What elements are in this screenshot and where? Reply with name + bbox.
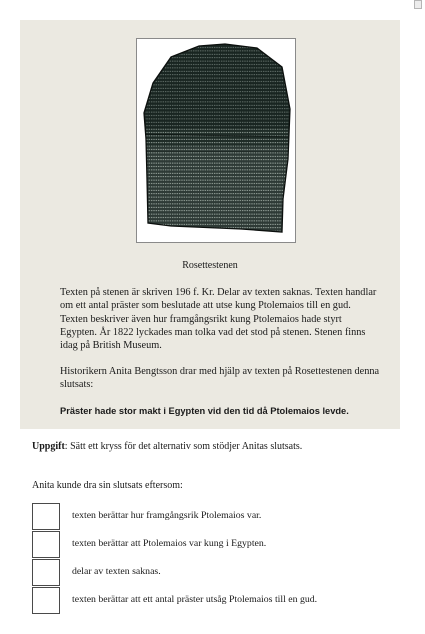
source-paragraph-2: Historikern Anita Bengtsson drar med hjälp av texten på Rosettestenen denna slutsats: — [60, 366, 380, 391]
option-3-checkbox[interactable] — [32, 559, 60, 586]
option-2-label[interactable]: texten berättar att Ptolemaios var kung i Egypten. — [72, 538, 267, 549]
task-text: : Sätt ett kryss för det alternativ som stödjer Anitas slutsats. — [64, 441, 303, 452]
option-4-label[interactable]: texten berättar att ett antal präster utsåg Ptolemaios till en gud. — [72, 594, 318, 605]
source-paragraph-1: Texten på stenen är skriven 196 f. Kr. Delar av texten saknas. Texten handlar om ett antal präster som beslutade att utse kung Ptolemaios till en gud. Texten beskriver även hur framgångsrikt kung Ptolemaios hade styrt Egypten. År 1822 lyckades man tolka vad det stod på stenen. Stenen finns idag på British Museum. — [60, 287, 377, 352]
task-instruction — [32, 441, 302, 452]
answer-option-4[interactable] — [32, 587, 402, 614]
answer-option-1[interactable] — [32, 503, 402, 530]
option-2-checkbox[interactable] — [32, 531, 60, 558]
task-label: Uppgift — [32, 441, 65, 452]
option-4-checkbox[interactable] — [32, 587, 60, 614]
scrollbar-corner[interactable] — [414, 0, 422, 9]
option-1-label[interactable]: texten berättar hur framgångsrik Ptolemaios var. — [72, 510, 262, 521]
rosetta-stone-image — [137, 39, 295, 242]
question-lead-in: Anita kunde dra sin slutsats eftersom: — [32, 480, 183, 491]
option-1-checkbox[interactable] — [32, 503, 60, 530]
answer-option-2[interactable] — [32, 531, 402, 558]
source-panel — [20, 20, 400, 429]
answer-option-3[interactable] — [32, 559, 402, 586]
option-3-label[interactable]: delar av texten saknas. — [72, 566, 161, 577]
figure-caption: Rosettestenen — [182, 260, 238, 271]
rosetta-stone-figure — [136, 38, 296, 243]
historian-conclusion: Präster hade stor makt i Egypten vid den tid då Ptolemaios levde. — [60, 406, 349, 416]
